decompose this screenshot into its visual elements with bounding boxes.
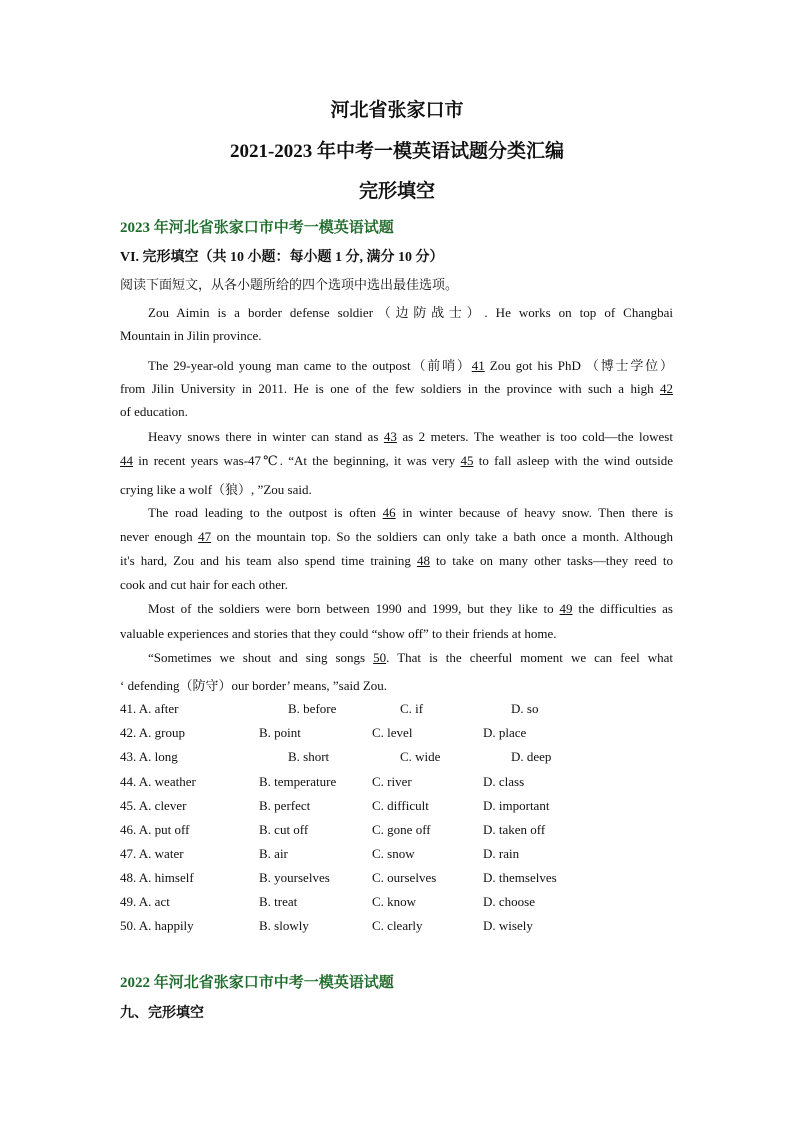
option-c: C. know	[372, 894, 417, 909]
option-row-49	[120, 894, 680, 912]
option-c: C. clearly	[372, 918, 423, 933]
option-b: B. treat	[259, 894, 298, 909]
option-a: 48. A. himself	[120, 870, 194, 885]
passage-line: The road leading to the outpost is often 46 in winter because of heavy snow. Then there is	[148, 505, 674, 520]
passage-line: Most of the soldiers were born between 1990 and 1999, but they like to 49 the difficulties as	[148, 601, 673, 616]
blank-43: 43	[383, 429, 397, 444]
blank-46: 46	[382, 505, 396, 520]
passage-line: of education.	[120, 404, 188, 419]
option-row-45	[120, 798, 680, 816]
blank-50: 50	[373, 650, 387, 665]
option-b: B. temperature	[259, 774, 337, 789]
option-d: D. choose	[483, 894, 535, 909]
option-c: C. snow	[372, 846, 415, 861]
blank-44: 44	[120, 453, 133, 468]
blank-48: 48	[416, 553, 430, 568]
option-a: 47. A. water	[120, 846, 184, 861]
option-c: C. ourselves	[372, 870, 437, 885]
section-2023-heading: 2023 年河北省张家口市中考一模英语试题	[120, 220, 394, 236]
passage-line: never enough 47 on the mountain top. So the soldiers can only take a bath once a month. Although	[120, 529, 673, 544]
option-a: 42. A. group	[120, 725, 185, 740]
option-d: D. rain	[483, 846, 520, 861]
option-a: 43. A. long	[120, 749, 178, 764]
passage-line: The 29-year-old young man came to the outpost（前哨）41 Zou got his PhD （博士学位）	[148, 358, 674, 373]
passage-line: cook and cut hair for each other.	[120, 577, 288, 592]
option-row-42	[120, 725, 680, 743]
option-b: B. before	[288, 701, 337, 716]
passage-line: Mountain in Jilin province.	[120, 328, 262, 343]
option-b: B. point	[259, 725, 301, 740]
option-d: D. place	[483, 725, 527, 740]
option-c: C. if	[400, 701, 424, 716]
option-a: 41. A. after	[120, 701, 179, 716]
option-a: 50. A. happily	[120, 918, 194, 933]
passage-line: from Jilin University in 2011. He is one of the few soldiers in the province with such a high 42	[120, 381, 673, 396]
part-title-2022: 九、完形填空	[120, 1006, 204, 1021]
option-c: C. wide	[400, 749, 441, 764]
option-d: D. deep	[511, 749, 552, 764]
option-c: C. level	[372, 725, 413, 740]
option-a: 45. A. clever	[120, 798, 187, 813]
option-d: D. themselves	[483, 870, 557, 885]
option-row-46	[120, 822, 680, 840]
option-row-43	[120, 749, 680, 767]
option-d: D. wisely	[483, 918, 533, 933]
passage-line: crying like a wolf（狼）, ”Zou said.	[120, 482, 312, 497]
doc-title-region: 河北省张家口市	[330, 100, 464, 121]
doc-title-topic: 完形填空	[358, 181, 435, 202]
option-row-47	[120, 846, 680, 864]
option-c: C. river	[372, 774, 412, 789]
blank-49: 49	[559, 601, 573, 616]
option-b: B. slowly	[259, 918, 309, 933]
passage-line: Heavy snows there in winter can stand as 43 as 2 meters. The weather is too cold—the lowest	[148, 429, 673, 444]
doc-title-series: 2021-2023 年中考一模英语试题分类汇编	[229, 141, 565, 162]
option-b: B. short	[288, 749, 330, 764]
section-2022-heading: 2022 年河北省张家口市中考一模英语试题	[120, 975, 394, 991]
option-d: D. so	[511, 701, 539, 716]
passage-line: 44 in recent years was-47℃. “At the beginning, it was very 45 to fall asleep with the wind outside	[120, 453, 673, 468]
option-c: C. difficult	[372, 798, 429, 813]
instruction: 阅读下面短文，从各小题所给的四个选项中选出最佳选项。	[120, 277, 459, 292]
option-d: D. important	[483, 798, 550, 813]
blank-45: 45	[460, 453, 474, 468]
option-a: 46. A. put off	[120, 822, 190, 837]
option-b: B. air	[259, 846, 288, 861]
option-a: 44. A. weather	[120, 774, 196, 789]
blank-47: 47	[198, 529, 212, 544]
option-b: B. cut off	[259, 822, 309, 837]
part-title-2023: VI. 完形填空（共 10 小题：每小题 1 分, 满分 10 分）	[120, 250, 444, 265]
blank-42: 42	[660, 381, 673, 396]
passage-line: ‘ defending（防守）our border’ means, ”said Zou.	[120, 678, 388, 693]
option-b: B. yourselves	[259, 870, 330, 885]
passage-line: valuable experiences and stories that they could “show off” to their friends at home.	[120, 626, 557, 641]
passage-line: it's hard, Zou and his team also spend time training 48 to take on many other tasks—they reed to	[120, 553, 673, 568]
option-c: C. gone off	[372, 822, 431, 837]
option-a: 49. A. act	[120, 894, 170, 909]
passage-line: Zou Aimin is a border defense soldier（边防战士）. He works on top of Changbai	[148, 305, 673, 320]
blank-41: 41	[471, 358, 485, 373]
option-row-48	[120, 870, 680, 888]
option-b: B. perfect	[259, 798, 311, 813]
option-row-41	[120, 701, 680, 719]
passage-line: “Sometimes we shout and sing songs 50. That is the cheerful moment we can feel what	[148, 650, 674, 665]
option-row-50	[120, 918, 680, 936]
option-d: D. taken off	[483, 822, 546, 837]
option-d: D. class	[483, 774, 525, 789]
option-row-44	[120, 774, 680, 792]
